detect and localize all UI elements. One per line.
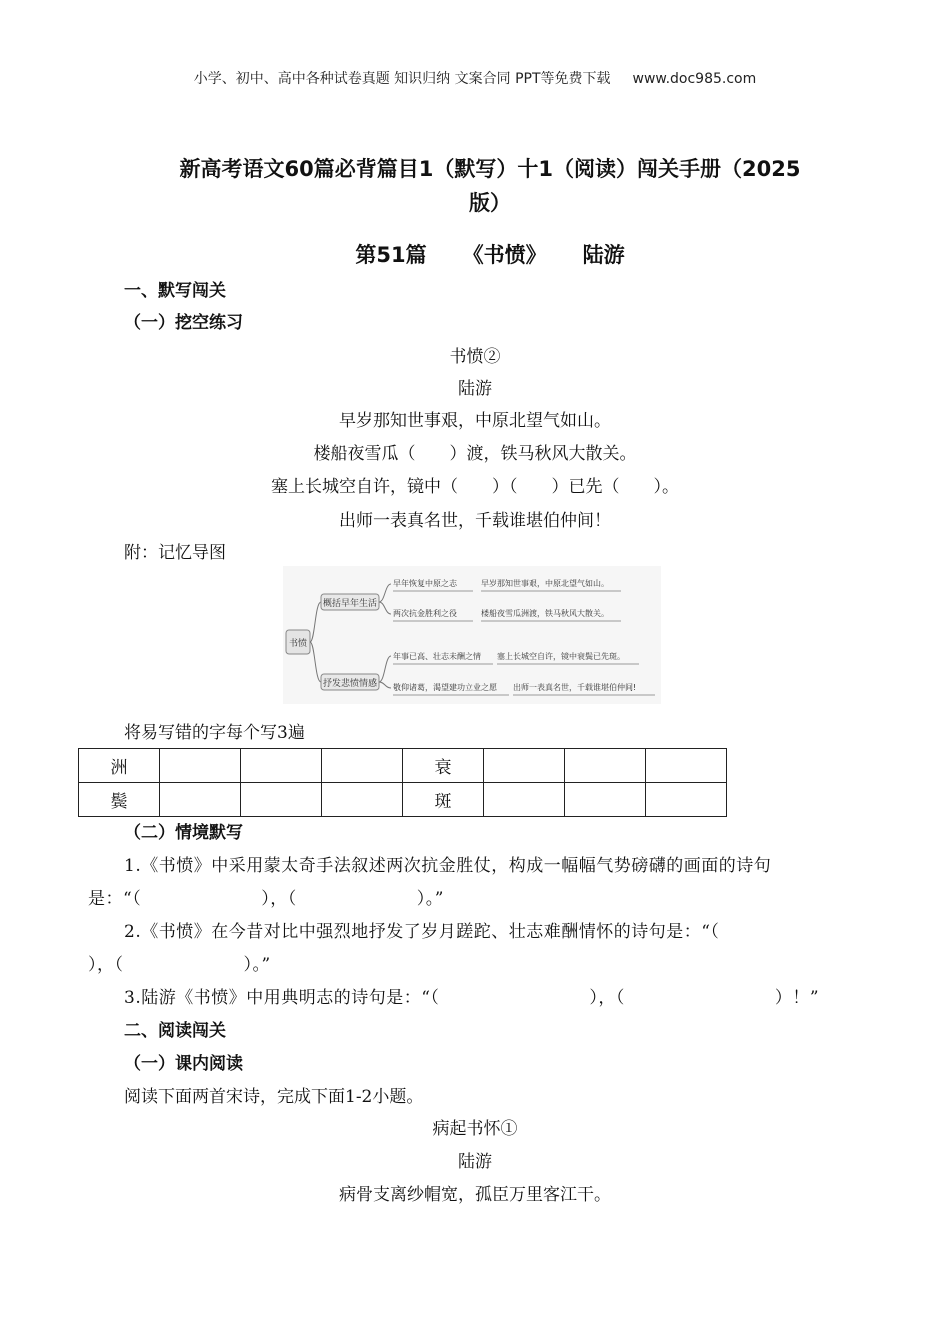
doc-subtitle — [120, 238, 860, 272]
doc-title-line1: 新高考语文60篇必背篇目1（默写）十1（阅读）闯关手册（2025 — [179, 157, 801, 181]
question-3-text: 3.陆游《书愤》中用典明志的诗句是：“（ — [124, 988, 440, 1008]
practice-char: 洲 — [79, 749, 160, 783]
poem2-title: 病起书怀① — [432, 1119, 518, 1139]
practice-char: 斑 — [403, 783, 484, 817]
poem-line-4: 出师一表真名世，千载谁堪伯仲间！ — [339, 511, 611, 531]
poem-line-1: 早岁那知世事艰，中原北望气如山。 — [339, 411, 611, 431]
question-3-close: ）！” — [774, 988, 820, 1008]
poem-author: 陆游 — [458, 379, 492, 399]
practice-char: 衰 — [403, 749, 484, 783]
question-1-open: 是：“（ — [88, 889, 142, 909]
question-2 — [88, 916, 868, 949]
doc-title — [120, 152, 860, 220]
poem-line-3: 塞上长城空自许，镜中（ ）（ ）已先（ ）。 — [271, 477, 679, 497]
write-cell[interactable] — [565, 749, 646, 783]
write-cell[interactable] — [646, 749, 727, 783]
write-cell[interactable] — [241, 749, 322, 783]
section-heading-1: 一、默写闯关 — [124, 281, 226, 301]
mindmap-key-4: 敬仰诸葛，渴望建功立业之愿 — [393, 683, 497, 692]
question-2-cont — [88, 949, 868, 982]
subsection-heading-situation: （二）情境默写 — [124, 823, 243, 843]
page-header — [0, 68, 950, 88]
question-3-mid: ），（ — [589, 988, 625, 1008]
mindmap-key-3: 年事已高、壮志未酬之情 — [393, 652, 481, 661]
subsection-heading-fill: （一）挖空练习 — [124, 313, 243, 333]
question-1 — [88, 850, 868, 883]
section-heading-2: 二、阅读闯关 — [124, 1021, 226, 1041]
header-text: 小学、初中、高中各种试卷真题 知识归纳 文案合同 PPT等免费下载 — [193, 71, 611, 87]
question-1-close: ）。” — [416, 889, 444, 909]
practice-table — [78, 748, 727, 817]
write-cell[interactable] — [484, 783, 565, 817]
poem-title: 书愤② — [449, 347, 501, 367]
mindmap-branch-1: 概括早年生活 — [322, 599, 378, 609]
question-2-close: ）。” — [243, 955, 271, 975]
write-cell[interactable] — [322, 783, 403, 817]
practice-char: 鬓 — [79, 783, 160, 817]
write-cell[interactable] — [646, 783, 727, 817]
write-cell[interactable] — [484, 749, 565, 783]
subtitle-num: 第51篇 — [355, 243, 427, 267]
write-cell[interactable] — [322, 749, 403, 783]
header-url[interactable]: www.doc985.com — [632, 71, 757, 87]
mindmap-key-1: 早年恢复中原之志 — [393, 579, 457, 588]
table-row — [79, 749, 727, 783]
question-1-mid: ），（ — [261, 889, 297, 909]
poem-line-2: 楼船夜雪瓜（ ）渡，铁马秋风大散关。 — [313, 444, 637, 464]
mindmap-val-4: 出师一表真名世，千载谁堪伯仲间! — [513, 683, 637, 692]
mindmap-key-2: 两次抗金胜利之役 — [393, 609, 457, 618]
question-2-mid: ），（ — [88, 955, 124, 975]
question-3 — [88, 982, 868, 1015]
mindmap-val-1: 早岁那知世事艰，中原北望气如山。 — [481, 579, 609, 588]
mindmap-root: 书愤 — [288, 639, 308, 649]
table-row — [79, 783, 727, 817]
subtitle-work: 《书愤》 — [462, 243, 547, 267]
practice-label: 将易写错的字每个写3遍 — [124, 723, 305, 743]
write-cell[interactable] — [565, 783, 646, 817]
poem2-line-1: 病骨支离纱帽宽，孤臣万里客江干。 — [339, 1185, 611, 1205]
mindmap-val-2: 楼船夜雪瓜洲渡，铁马秋风大散关。 — [481, 609, 609, 618]
write-cell[interactable] — [160, 749, 241, 783]
write-cell[interactable] — [160, 783, 241, 817]
mindmap-val-3: 塞上长城空自许，镜中衰鬓已先斑。 — [497, 652, 625, 661]
memory-mindmap — [283, 566, 661, 704]
appendix-label: 附：记忆导图 — [124, 543, 226, 563]
poem2-author: 陆游 — [458, 1152, 492, 1172]
reading-intro: 阅读下面两首宋诗，完成下面1-2小题。 — [124, 1087, 424, 1107]
question-2-text: 2.《书愤》在今昔对比中强烈地抒发了岁月蹉跎、壮志难酬情怀的诗句是：“（ — [124, 922, 720, 942]
write-cell[interactable] — [241, 783, 322, 817]
question-1-text: 1.《书愤》中采用蒙太奇手法叙述两次抗金胜仗，构成一幅幅气势磅礴的画面的诗句 — [124, 856, 772, 876]
question-1-cont — [88, 883, 868, 916]
mindmap-branch-2: 抒发悲愤情感 — [322, 679, 378, 689]
subtitle-author: 陆游 — [582, 243, 625, 267]
subsection-heading-reading: （一）课内阅读 — [124, 1054, 243, 1074]
doc-title-line2: 版） — [469, 191, 511, 215]
